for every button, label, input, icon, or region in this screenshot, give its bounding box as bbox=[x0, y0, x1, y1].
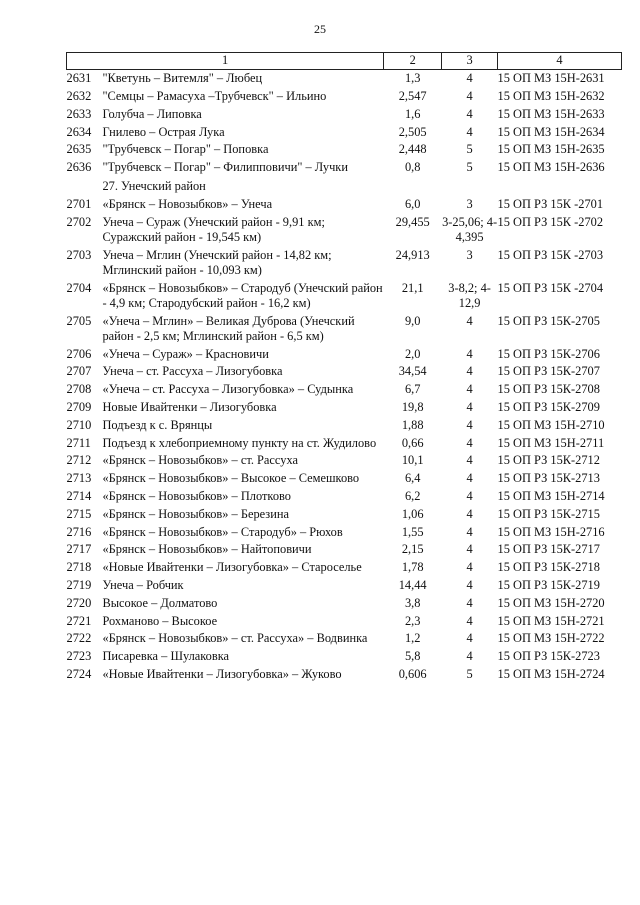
row-number: 2713 bbox=[66, 471, 92, 486]
road-category: 4 bbox=[466, 399, 473, 414]
row-number: 2719 bbox=[66, 577, 92, 592]
row-number: 2705 bbox=[66, 313, 92, 328]
road-code: 15 ОП МЗ 15Н-2632 bbox=[497, 89, 605, 103]
road-name: «Новые Ивайтенки – Лизогубовка» – Жуково bbox=[102, 666, 342, 681]
road-name: Унеча – Мглин (Унечский район - 14,82 км; Мглинский район - 10,093 км) bbox=[102, 247, 332, 277]
table-row bbox=[67, 363, 622, 381]
row-number: 2716 bbox=[66, 524, 92, 539]
road-category: 4 bbox=[466, 577, 473, 592]
road-length: 3,8 bbox=[404, 595, 421, 610]
table-row bbox=[67, 70, 622, 88]
table-row bbox=[67, 613, 622, 631]
road-code: 15 ОП РЗ 15К -2703 bbox=[497, 247, 604, 262]
table-row bbox=[67, 159, 622, 177]
road-code: 15 ОП РЗ 15К-2705 bbox=[497, 313, 600, 328]
road-code: 15 ОП МЗ 15Н-2720 bbox=[497, 595, 605, 610]
road-category: 3 bbox=[466, 196, 473, 211]
table-row bbox=[67, 381, 622, 399]
road-name: "Трубчевск – Погар" – Поповка bbox=[102, 142, 269, 157]
road-category: 4 bbox=[466, 417, 473, 432]
road-length: 0,8 bbox=[404, 160, 421, 175]
road-length: 2,0 bbox=[404, 346, 421, 361]
road-category: 3-25,06; 4-4,395 bbox=[442, 214, 498, 244]
table-row bbox=[67, 417, 622, 435]
road-code: 15 ОП РЗ 15К-2708 bbox=[497, 382, 600, 397]
table-row bbox=[67, 630, 622, 648]
road-name: «Брянск – Новозыбков» – Стародуб (Унечский район - 4,9 км; Стародубский район - 16,2 км) bbox=[102, 280, 383, 310]
row-number: 2715 bbox=[66, 506, 92, 521]
road-length: 10,1 bbox=[401, 453, 424, 468]
road-name: Гнилево – Острая Лука bbox=[102, 124, 225, 139]
road-name: Подъезд к с. Врянцы bbox=[102, 417, 213, 432]
road-code: 15 ОП РЗ 15К-2719 bbox=[497, 577, 600, 592]
road-name: «Унеча – ст. Рассуха – Лизогубовка» – Судынка bbox=[102, 382, 354, 397]
road-category: 4 bbox=[466, 124, 473, 139]
road-category: 4 bbox=[466, 382, 473, 397]
road-category: 4 bbox=[466, 471, 473, 486]
row-number: 2717 bbox=[66, 542, 92, 557]
column-header-4: 4 bbox=[498, 53, 622, 70]
table-row bbox=[67, 577, 622, 595]
row-number: 2722 bbox=[66, 631, 92, 646]
road-code: 15 ОП РЗ 15К-2712 bbox=[497, 453, 600, 468]
row-number: 2631 bbox=[66, 71, 92, 86]
row-number: 2704 bbox=[66, 280, 92, 295]
row-number: 2723 bbox=[66, 649, 92, 664]
road-length: 0,606 bbox=[398, 666, 427, 681]
table-row bbox=[67, 506, 622, 524]
table-row bbox=[67, 541, 622, 559]
road-category: 4 bbox=[466, 542, 473, 557]
road-code: 15 ОП РЗ 15К-2723 bbox=[497, 649, 600, 664]
road-code bbox=[498, 177, 622, 196]
road-category: 5 bbox=[466, 160, 473, 175]
section-title: 27. Унечский район bbox=[102, 178, 206, 193]
road-length: 6,2 bbox=[404, 488, 421, 503]
road-length bbox=[384, 177, 442, 196]
road-name: «Унеча – Мглин» – Великая Дуброва (Унечский район - 2,5 км; Мглинский район - 6,5 км) bbox=[102, 313, 355, 343]
row-number: 2711 bbox=[66, 435, 91, 450]
road-length: 24,913 bbox=[395, 247, 430, 262]
row-number: 2720 bbox=[66, 595, 92, 610]
road-name: «Брянск – Новозыбков» – ст. Рассуха bbox=[102, 453, 298, 468]
row-number: 2706 bbox=[66, 346, 92, 361]
road-length: 2,547 bbox=[398, 89, 427, 103]
road-length: 1,6 bbox=[404, 106, 421, 121]
road-name: Голубча – Липовка bbox=[102, 106, 202, 121]
column-header-2: 2 bbox=[384, 53, 442, 70]
row-number: 2701 bbox=[66, 196, 92, 211]
road-code: 15 ОП МЗ 15Н-2724 bbox=[497, 666, 605, 681]
road-length: 0,66 bbox=[401, 435, 424, 450]
road-category: 4 bbox=[466, 506, 473, 521]
road-code: 15 ОП МЗ 15Н-2711 bbox=[497, 435, 605, 450]
road-name: «Брянск – Новозыбков» – ст. Рассуха» – Водвинка bbox=[102, 631, 368, 646]
road-category: 4 bbox=[466, 595, 473, 610]
row-number: 2708 bbox=[66, 382, 92, 397]
road-category: 5 bbox=[466, 142, 473, 157]
road-length: 14,44 bbox=[398, 577, 427, 592]
road-length: 1,06 bbox=[401, 506, 424, 521]
table-row bbox=[67, 141, 622, 159]
road-code: 15 ОП РЗ 15К-2713 bbox=[497, 471, 600, 486]
road-category: 4 bbox=[466, 488, 473, 503]
road-length: 1,78 bbox=[401, 560, 424, 575]
table-row bbox=[67, 346, 622, 364]
table-header-row bbox=[67, 53, 622, 70]
table-row bbox=[67, 124, 622, 142]
table-row bbox=[67, 488, 622, 506]
road-code: 15 ОП МЗ 15Н-2635 bbox=[497, 142, 605, 157]
road-category: 4 bbox=[466, 649, 473, 664]
road-name: "Трубчевск – Погар" – Филипповичи" – Лучки bbox=[102, 160, 348, 175]
row-number: 2712 bbox=[66, 453, 92, 468]
table-row bbox=[67, 452, 622, 470]
road-length: 1,55 bbox=[401, 524, 424, 539]
road-length: 9,0 bbox=[404, 313, 421, 328]
table-row bbox=[67, 280, 622, 313]
road-name: Унеча – Робчик bbox=[102, 577, 184, 592]
table-row bbox=[67, 595, 622, 613]
section-row bbox=[67, 177, 622, 196]
road-category: 4 bbox=[466, 453, 473, 468]
road-category: 4 bbox=[466, 560, 473, 575]
roads-table bbox=[66, 52, 622, 684]
row-number: 2702 bbox=[66, 214, 92, 229]
table-row bbox=[67, 214, 622, 247]
road-length: 1,2 bbox=[404, 631, 421, 646]
road-name: "Кветунь – Витемля" – Любец bbox=[102, 71, 263, 86]
road-category: 4 bbox=[466, 524, 473, 539]
table-row bbox=[67, 648, 622, 666]
road-code: 15 ОП РЗ 15К-2707 bbox=[497, 364, 600, 379]
road-length: 2,15 bbox=[401, 542, 424, 557]
road-length: 1,3 bbox=[404, 71, 421, 86]
table-row bbox=[67, 399, 622, 417]
road-category bbox=[442, 177, 498, 196]
road-name: «Брянск – Новозыбков» – Унеча bbox=[102, 196, 273, 211]
road-code: 15 ОП МЗ 15Н-2722 bbox=[497, 631, 605, 646]
road-code: 15 ОП МЗ 15Н-2633 bbox=[497, 106, 605, 121]
road-code: 15 ОП РЗ 15К-2718 bbox=[497, 560, 600, 575]
road-category: 5 bbox=[466, 666, 473, 681]
road-code: 15 ОП РЗ 15К-2706 bbox=[497, 346, 600, 361]
road-category: 4 bbox=[466, 313, 473, 328]
page-number: 25 bbox=[314, 22, 326, 36]
road-name: Высокое – Долматово bbox=[102, 595, 218, 610]
table-row bbox=[67, 559, 622, 577]
table-row bbox=[67, 313, 622, 346]
road-length: 19,8 bbox=[401, 399, 424, 414]
road-length: 6,4 bbox=[404, 471, 421, 486]
road-length: 21,1 bbox=[401, 280, 424, 295]
road-length: 6,7 bbox=[404, 382, 421, 397]
road-code: 15 ОП РЗ 15К-2717 bbox=[497, 542, 600, 557]
road-code: 15 ОП РЗ 15К-2715 bbox=[497, 506, 600, 521]
row-number: 2633 bbox=[66, 106, 92, 121]
road-category: 3-8,2; 4-12,9 bbox=[448, 280, 491, 310]
row-number: 2707 bbox=[66, 364, 92, 379]
row-number: 2634 bbox=[66, 124, 92, 139]
table-row bbox=[67, 88, 622, 106]
row-number: 2714 bbox=[66, 488, 92, 503]
road-code: 15 ОП РЗ 15К -2702 bbox=[497, 214, 604, 229]
column-header-3: 3 bbox=[442, 53, 498, 70]
road-name: Унеча – ст. Рассуха – Лизогубовка bbox=[102, 364, 283, 379]
row-number: 2709 bbox=[66, 399, 92, 414]
road-category: 4 bbox=[466, 435, 473, 450]
road-length: 2,3 bbox=[404, 613, 421, 628]
road-category: 4 bbox=[466, 613, 473, 628]
road-code: 15 ОП РЗ 15К-2709 bbox=[497, 399, 600, 414]
row-number: 2635 bbox=[66, 142, 92, 157]
road-name: «Брянск – Новозыбков» – Плотково bbox=[102, 488, 291, 503]
road-category: 3 bbox=[466, 247, 473, 262]
road-name: «Брянск – Новозыбков» – Стародуб» – Рюхов bbox=[102, 524, 343, 539]
row-number bbox=[67, 177, 103, 196]
row-number: 2632 bbox=[66, 89, 92, 103]
road-category: 4 bbox=[466, 346, 473, 361]
road-name: «Новые Ивайтенки – Лизогубовка» – Староселье bbox=[102, 560, 362, 575]
road-code: 15 ОП МЗ 15Н-2710 bbox=[497, 417, 605, 432]
table-row bbox=[67, 196, 622, 214]
road-name: Подъезд к хлебоприемному пункту на ст. Жудилово bbox=[102, 435, 377, 450]
road-category: 4 bbox=[466, 364, 473, 379]
road-name: Новые Ивайтенки – Лизогубовка bbox=[102, 399, 277, 414]
road-category: 4 bbox=[466, 631, 473, 646]
table-row bbox=[67, 666, 622, 684]
road-code: 15 ОП МЗ 15Н-2631 bbox=[497, 71, 605, 86]
road-length: 6,0 bbox=[404, 196, 421, 211]
road-length: 2,505 bbox=[398, 124, 427, 139]
road-code: 15 ОП РЗ 15К -2701 bbox=[497, 196, 604, 211]
road-name: Рохманово – Высокое bbox=[102, 613, 218, 628]
road-name: «Брянск – Новозыбков» – Березина bbox=[102, 506, 289, 521]
road-code: 15 ОП МЗ 15Н-2714 bbox=[497, 488, 605, 503]
road-name: Писаревка – Шулаковка bbox=[102, 649, 230, 664]
table-row bbox=[67, 247, 622, 280]
row-number: 2636 bbox=[66, 160, 92, 175]
row-number: 2710 bbox=[66, 417, 92, 432]
road-category: 4 bbox=[466, 89, 473, 103]
table-row bbox=[67, 470, 622, 488]
road-length: 2,448 bbox=[398, 142, 427, 157]
road-length: 34,54 bbox=[398, 364, 427, 379]
road-length: 5,8 bbox=[404, 649, 421, 664]
road-length: 29,455 bbox=[395, 214, 430, 229]
road-category: 4 bbox=[466, 71, 473, 86]
road-name: «Брянск – Новозыбков» – Найтоповичи bbox=[102, 542, 312, 557]
table-row bbox=[67, 106, 622, 124]
road-length: 1,88 bbox=[401, 417, 424, 432]
road-category: 4 bbox=[466, 106, 473, 121]
row-number: 2721 bbox=[66, 613, 92, 628]
row-number: 2724 bbox=[66, 666, 92, 681]
row-number: 2703 bbox=[66, 247, 92, 262]
road-name: «Брянск – Новозыбков» – Высокое – Семешково bbox=[102, 471, 360, 486]
road-code: 15 ОП МЗ 15Н-2721 bbox=[497, 613, 605, 628]
column-header-1: 1 bbox=[67, 53, 384, 70]
road-code: 15 ОП МЗ 15Н-2634 bbox=[497, 124, 605, 139]
row-number: 2718 bbox=[66, 560, 92, 575]
road-name: Унеча – Сураж (Унечский район - 9,91 км; Суражский район - 19,545 км) bbox=[102, 214, 325, 244]
road-code: 15 ОП МЗ 15Н-2716 bbox=[497, 524, 605, 539]
road-code: 15 ОП РЗ 15К -2704 bbox=[497, 280, 604, 295]
road-name: «Унеча – Сураж» – Красновичи bbox=[102, 346, 269, 361]
table-row bbox=[67, 524, 622, 542]
table-row bbox=[67, 435, 622, 453]
road-code: 15 ОП МЗ 15Н-2636 bbox=[497, 160, 605, 175]
road-name: "Семцы – Рамасуха –Трубчевск" – Ильино bbox=[102, 89, 327, 103]
